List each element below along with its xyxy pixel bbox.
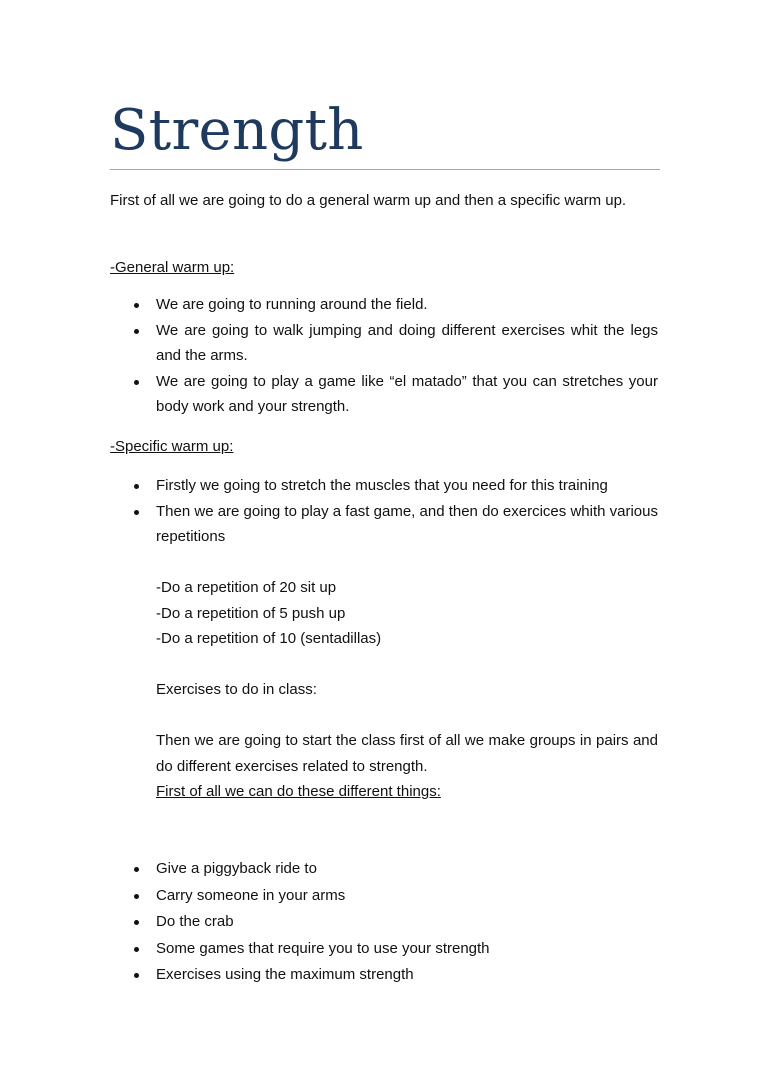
repetitions-block [156, 575, 658, 652]
class-exercises-label: Exercises to do in class: [156, 681, 317, 698]
list-item-text: We are going to walk jumping and doing different exercises whit the legs and the arms. [156, 321, 658, 364]
repetition-line: -Do a repetition of 10 (sentadillas) [156, 630, 382, 647]
bullet-icon [134, 973, 139, 978]
list-item-text: We are going to play a game like “el matado” that you can stretches your body work and your strength. [156, 372, 658, 415]
list-item [110, 936, 658, 963]
list-item [110, 962, 658, 989]
list-item [110, 473, 658, 499]
general-warmup-heading: -General warm up: [110, 259, 235, 276]
list-item [110, 369, 658, 420]
specific-warmup-list [110, 473, 658, 550]
title-divider [110, 169, 660, 170]
list-item [110, 883, 658, 910]
bullet-icon [134, 303, 139, 308]
repetition-line: -Do a repetition of 5 push up [156, 604, 346, 622]
list-item [110, 856, 658, 883]
repetition-line: -Do a repetition of 20 sit up [156, 579, 337, 596]
list-item [110, 499, 658, 550]
things-heading: First of all we can do these different things: [156, 783, 441, 800]
list-item-text: Firstly we going to stretch the muscles that you need for this training [156, 477, 608, 494]
list-item [110, 909, 658, 936]
list-item-text: Exercises using the maximum strength [156, 966, 414, 983]
list-item-text: Do the crab [156, 913, 234, 930]
list-item-text: We are going to running around the field. [156, 296, 428, 313]
list-item [110, 292, 658, 318]
bullet-icon [134, 867, 139, 872]
list-item-text: Then we are going to play a fast game, and then do exercices whith various repetitions [156, 502, 658, 545]
list-item-text: Give a piggyback ride to [156, 860, 317, 877]
general-warmup-list [110, 292, 658, 420]
bullet-icon [134, 510, 139, 515]
list-item-text: Carry someone in your arms [156, 886, 346, 904]
bullet-icon [134, 920, 139, 925]
class-exercises-text: Then we are going to start the class first of all we make groups in pairs and do different exercises related to strength. [156, 732, 658, 775]
list-item [110, 318, 658, 369]
bullet-icon [134, 329, 139, 334]
intro-paragraph: First of all we are going to do a general warm up and then a specific warm up. [110, 192, 627, 209]
things-list [110, 856, 658, 989]
list-item-text: Some games that require you to use your strength [156, 939, 490, 957]
bullet-icon [134, 894, 139, 899]
bullet-icon [134, 380, 139, 385]
page-title: Strength [110, 98, 364, 163]
bullet-icon [134, 484, 139, 489]
bullet-icon [134, 947, 139, 952]
specific-warmup-heading: -Specific warm up: [110, 438, 234, 455]
